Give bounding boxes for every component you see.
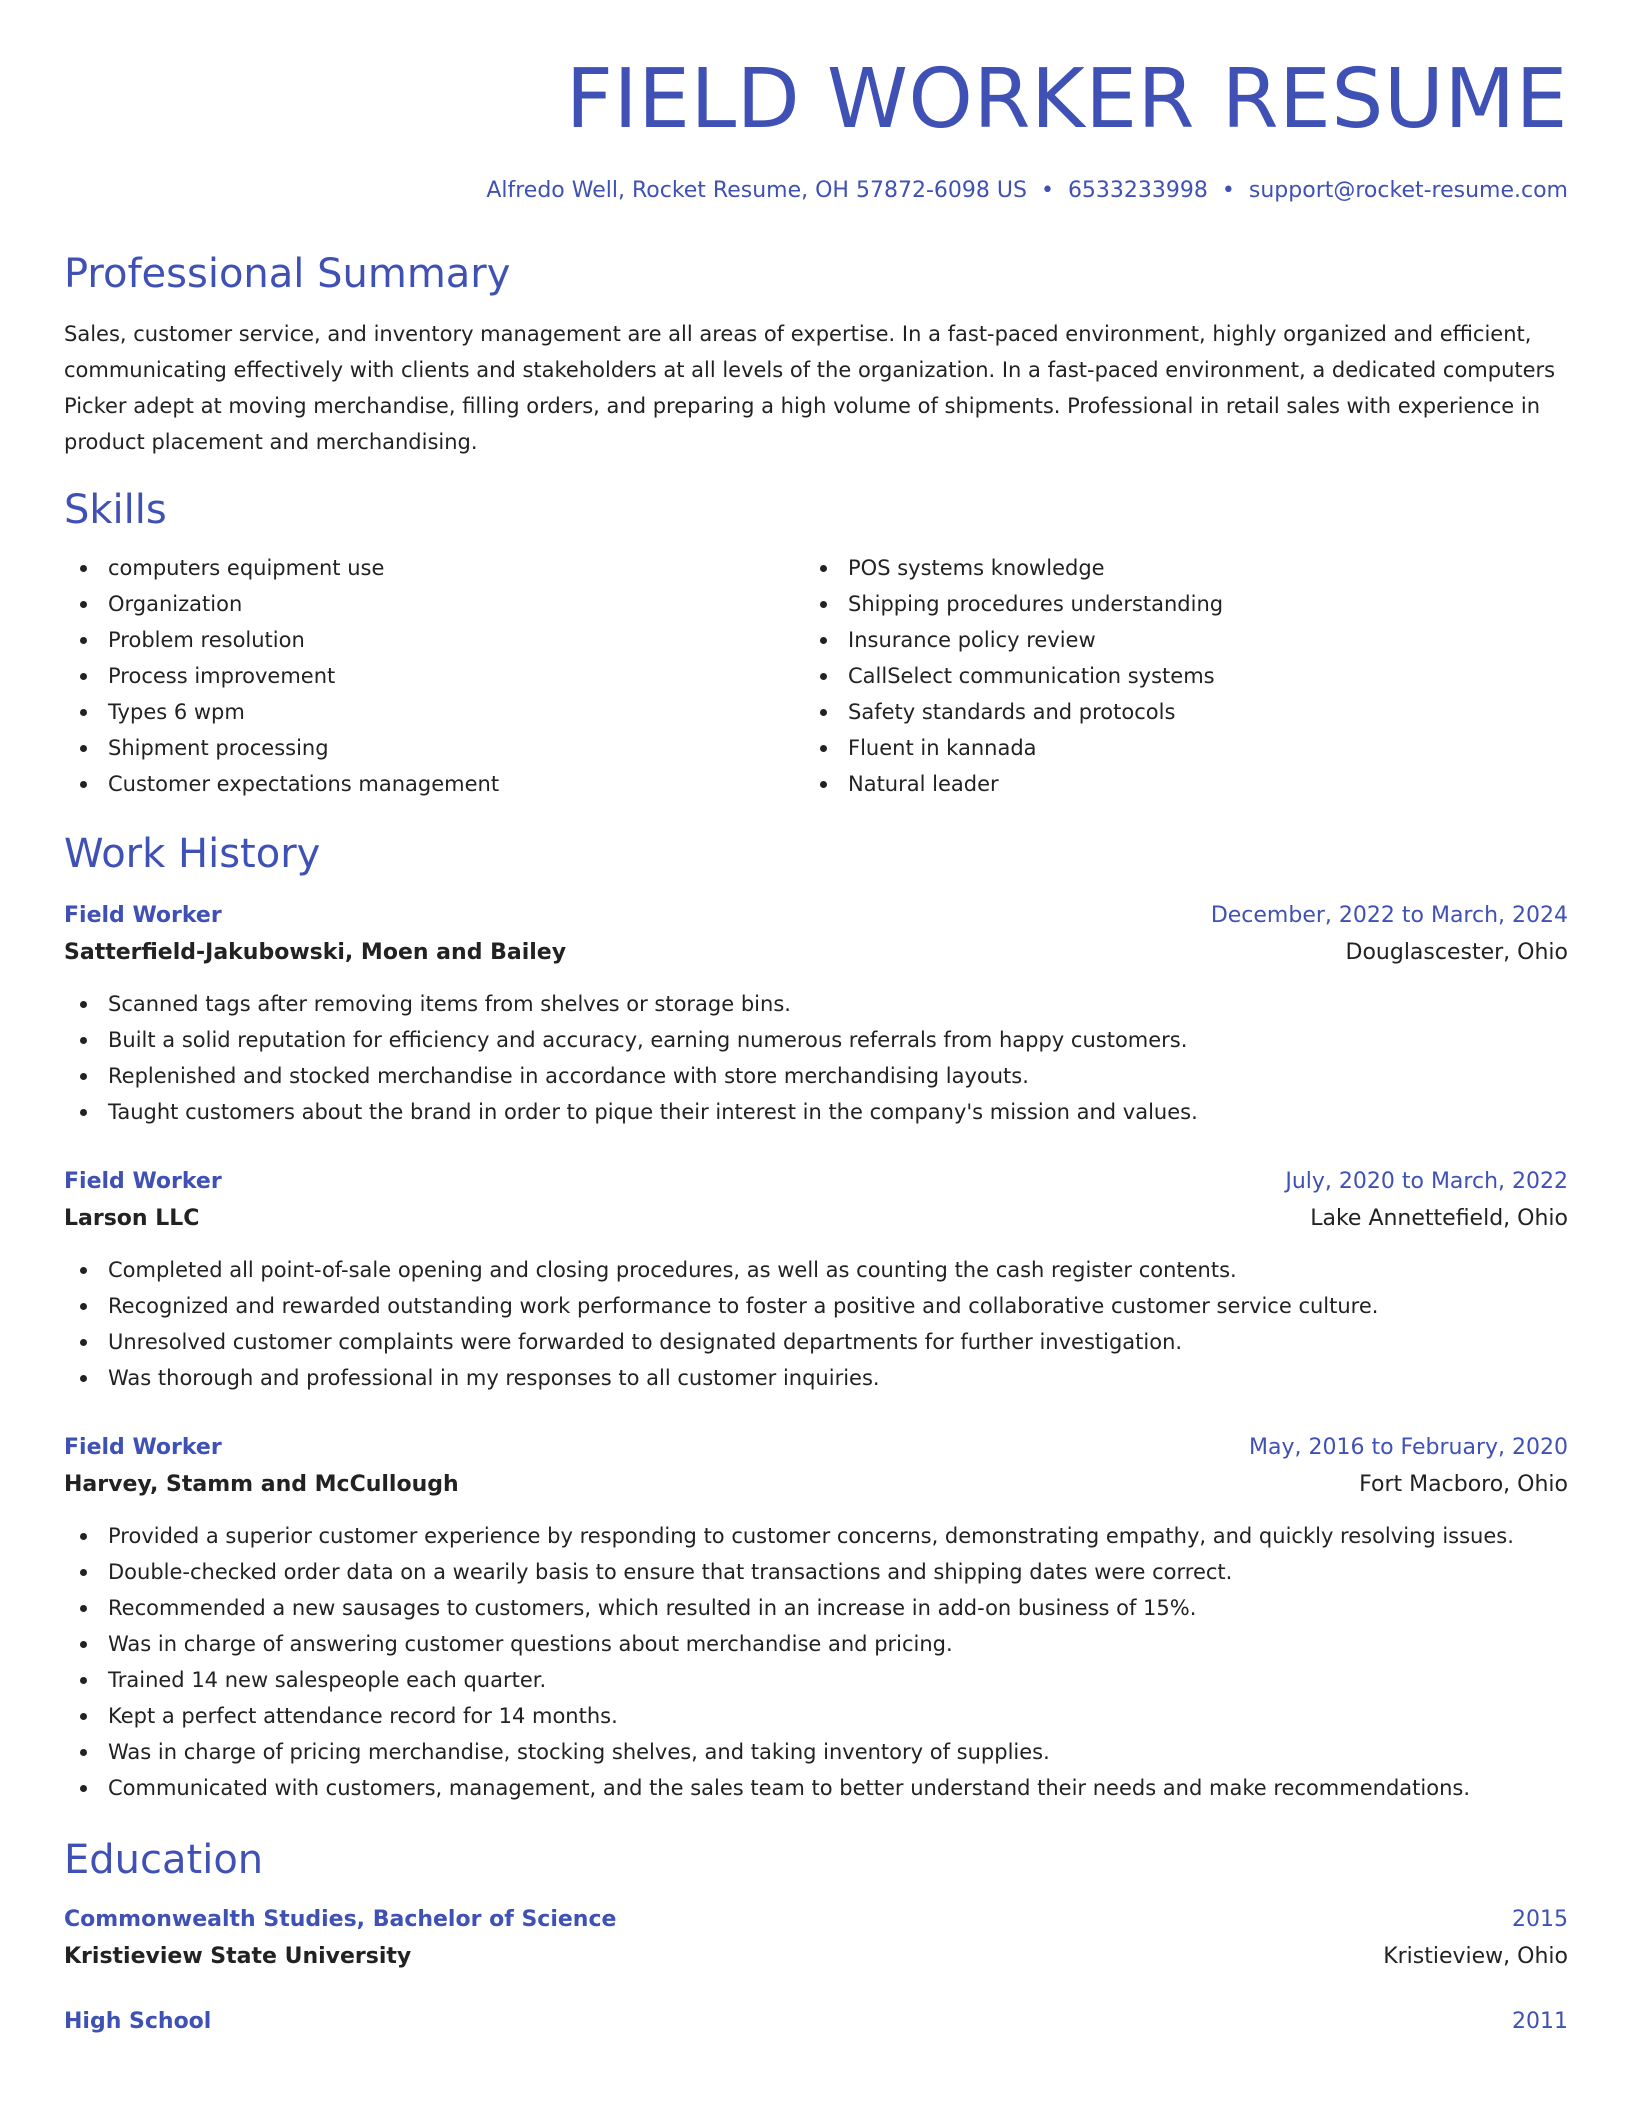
- skills-column-right: [804, 550, 1544, 802]
- job-bullet: Replenished and stocked merchandise in accordance with store merchandising layouts.: [64, 1058, 1568, 1094]
- skill-item: Safety standards and protocols: [804, 694, 1544, 730]
- skill-item: Organization: [64, 586, 804, 622]
- skill-item: Insurance policy review: [804, 622, 1544, 658]
- skill-item: Types 6 wpm: [64, 694, 804, 730]
- skills-section: [64, 486, 1568, 802]
- education-entry: [64, 2004, 1568, 2040]
- skill-item: Natural leader: [804, 766, 1544, 802]
- summary-section: [64, 250, 1568, 460]
- resume-header: [64, 52, 1568, 206]
- skills-grid: [64, 550, 1568, 802]
- skill-item: Problem resolution: [64, 622, 804, 658]
- education-entry: [64, 1902, 1568, 1976]
- job-bullet: Was thorough and professional in my responses to all customer inquiries.: [64, 1360, 1568, 1396]
- education-degree: Commonwealth Studies, Bachelor of Science: [64, 1907, 617, 1932]
- education-location: Kristieview, Ohio: [1383, 1944, 1568, 1969]
- skill-item: Shipment processing: [64, 730, 804, 766]
- education-year: 2015: [1512, 1907, 1568, 1932]
- education-school: Kristieview State University: [64, 1944, 412, 1969]
- summary-heading: Professional Summary: [64, 251, 511, 297]
- job-bullet: Taught customers about the brand in order to pique their interest in the company's mission and values.: [64, 1094, 1568, 1130]
- job-entry: [64, 1430, 1568, 1806]
- job-bullet: Was in charge of pricing merchandise, stocking shelves, and taking inventory of supplies.: [64, 1734, 1568, 1770]
- job-bullet: Double-checked order data on a wearily basis to ensure that transactions and shipping dates were correct.: [64, 1554, 1568, 1590]
- resume-title: FIELD WORKER RESUME: [565, 52, 1568, 147]
- job-bullet: Trained 14 new salespeople each quarter.: [64, 1662, 1568, 1698]
- job-role: Field Worker: [64, 1435, 222, 1460]
- skills-heading: Skills: [64, 487, 167, 533]
- job-company: Satterfield-Jakubowski, Moen and Bailey: [64, 940, 567, 965]
- job-bullet: Recognized and rewarded outstanding work performance to foster a positive and collaborative customer service culture.: [64, 1288, 1568, 1324]
- work-history-section: [64, 830, 1568, 1806]
- job-entry: [64, 1164, 1568, 1396]
- contact-separator: •: [1221, 178, 1235, 203]
- contact-separator: •: [1040, 178, 1054, 203]
- work-history-heading: Work History: [64, 831, 321, 877]
- education-section: [64, 1836, 1568, 2040]
- job-bullet: Unresolved customer complaints were forwarded to designated departments for further investigation.: [64, 1324, 1568, 1360]
- job-role: Field Worker: [64, 1169, 222, 1194]
- skill-item: Fluent in kannada: [804, 730, 1544, 766]
- job-bullet: Was in charge of answering customer questions about merchandise and pricing.: [64, 1626, 1568, 1662]
- education-degree: High School: [64, 2009, 212, 2034]
- job-company: Harvey, Stamm and McCullough: [64, 1472, 459, 1497]
- skill-item: POS systems knowledge: [804, 550, 1544, 586]
- education-year: 2011: [1512, 2009, 1568, 2034]
- skills-column-left: [64, 550, 804, 802]
- job-company: Larson LLC: [64, 1206, 200, 1231]
- skill-item: CallSelect communication systems: [804, 658, 1544, 694]
- skill-item: Shipping procedures understanding: [804, 586, 1544, 622]
- job-bullet: Provided a superior customer experience by responding to customer concerns, demonstrating empathy, and quickly resolving issues.: [64, 1518, 1568, 1554]
- job-dates: May, 2016 to February, 2020: [1249, 1435, 1568, 1460]
- summary-text: Sales, customer service, and inventory management are all areas of expertise. In a fast-paced environment, highly organized and efficient, communicating effectively with clients and stakeholders at all levels of the organization. In a fast-paced environment, a dedicated computers Picker adept at moving merchandise, filling orders, and preparing a high volume of shipments. Professional in retail sales with experience in product placement and merchandising.: [64, 322, 1556, 454]
- job-bullet: Completed all point-of-sale opening and closing procedures, as well as counting the cash register contents.: [64, 1252, 1568, 1288]
- job-bullet: Kept a perfect attendance record for 14 months.: [64, 1698, 1568, 1734]
- contact-email[interactable]: support@rocket-resume.com: [1248, 178, 1568, 203]
- contact-line: [64, 176, 1568, 206]
- job-bullet: Communicated with customers, management, and the sales team to better understand their needs and make recommendations.: [64, 1770, 1568, 1806]
- job-entry: [64, 898, 1568, 1130]
- job-bullet: Built a solid reputation for efficiency and accuracy, earning numerous referrals from happy customers.: [64, 1022, 1568, 1058]
- job-location: Douglascester, Ohio: [1345, 940, 1568, 965]
- job-role: Field Worker: [64, 903, 222, 928]
- contact-phone[interactable]: 6533233998: [1067, 178, 1208, 203]
- job-dates: December, 2022 to March, 2024: [1210, 903, 1568, 928]
- skill-item: computers equipment use: [64, 550, 804, 586]
- skill-item: Process improvement: [64, 658, 804, 694]
- job-bullet: Scanned tags after removing items from shelves or storage bins.: [64, 986, 1568, 1022]
- contact-address: Alfredo Well, Rocket Resume, OH 57872-6098 US: [486, 178, 1027, 203]
- skill-item: Customer expectations management: [64, 766, 804, 802]
- job-location: Fort Macboro, Ohio: [1359, 1472, 1568, 1497]
- job-location: Lake Annettefield, Ohio: [1310, 1206, 1568, 1231]
- job-bullet: Recommended a new sausages to customers, which resulted in an increase in add-on business of 15%.: [64, 1590, 1568, 1626]
- education-heading: Education: [64, 1837, 264, 1883]
- job-dates: July, 2020 to March, 2022: [1285, 1169, 1568, 1194]
